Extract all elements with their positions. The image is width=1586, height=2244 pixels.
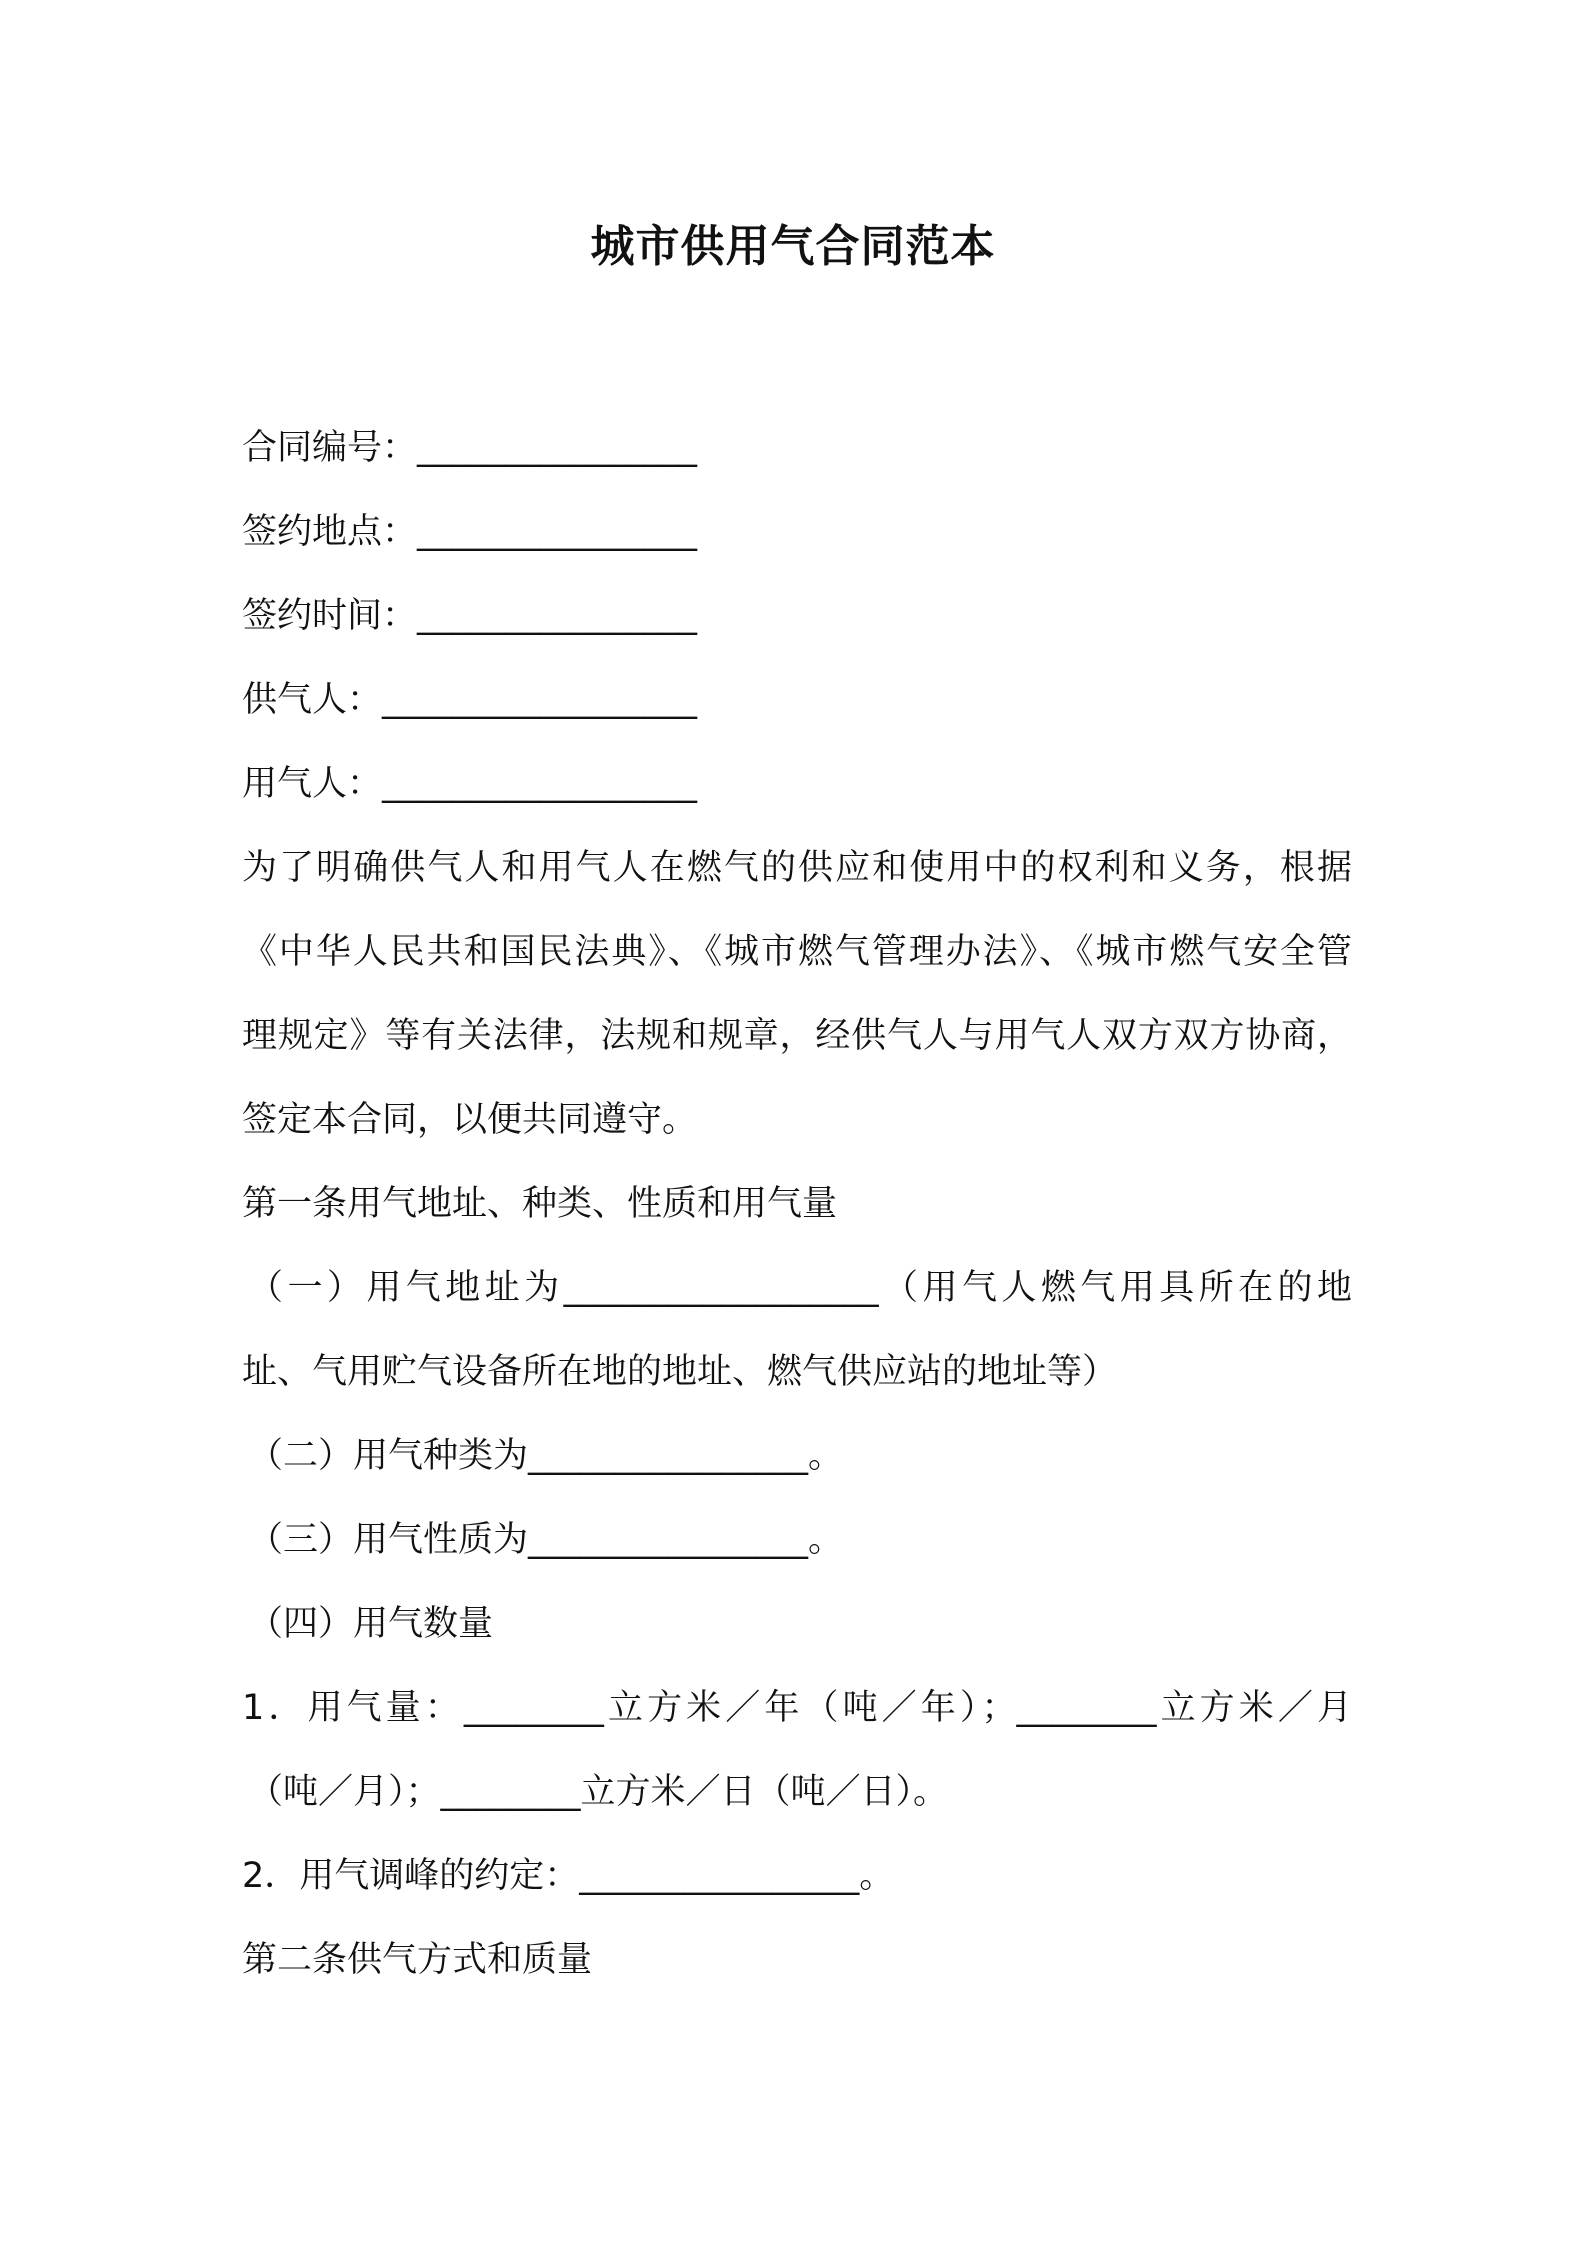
item-2-line: （二）用气种类为________________。: [248, 1436, 844, 1476]
contract-number-line: 合同编号：________________: [242, 428, 698, 468]
gas-supplier-line: 供气人：__________________: [242, 680, 698, 720]
signing-time-line: 签约时间：________________: [242, 596, 698, 636]
article-1-heading: 第一条用气地址、种类、性质和用气量: [242, 1184, 838, 1224]
preamble-line-4: 签定本合同，以便共同遵守。: [242, 1100, 698, 1140]
document-body: [242, 406, 1352, 2002]
item-4-heading: （四）用气数量: [248, 1604, 494, 1644]
gas-volume-line-1: 1．用气量：________立方米／年（吨／年）；________立方米／月: [242, 1688, 1352, 1728]
signing-place-line: 签约地点：________________: [242, 512, 698, 552]
preamble-line-2: 《中华人民共和国民法典》、《城市燃气管理办法》、《城市燃气安全管: [242, 932, 1352, 972]
preamble-line-3: 理规定》等有关法律，法规和规章，经供气人与用气人双方双方协商，: [242, 1016, 1352, 1056]
item-1-line-1: （一）用气地址为__________________（用气人燃气用具所在的地: [248, 1268, 1352, 1308]
article-2-heading: 第二条供气方式和质量: [242, 1940, 593, 1980]
gas-user-line: 用气人：__________________: [242, 764, 698, 804]
document-title: 城市供用气合同范本: [590, 221, 996, 272]
peak-shaving-line: 2．用气调峰的约定：________________。: [242, 1856, 895, 1896]
preamble-line-1: 为了明确供气人和用气人在燃气的供应和使用中的权利和义务，根据: [242, 848, 1352, 888]
item-3-line: （三）用气性质为________________。: [248, 1520, 844, 1560]
item-1-line-2: 址、气用贮气设备所在地的地址、燃气供应站的地址等）: [242, 1352, 1118, 1392]
gas-volume-line-2: （吨／月）；________立方米／日（吨／日）。: [248, 1772, 949, 1812]
